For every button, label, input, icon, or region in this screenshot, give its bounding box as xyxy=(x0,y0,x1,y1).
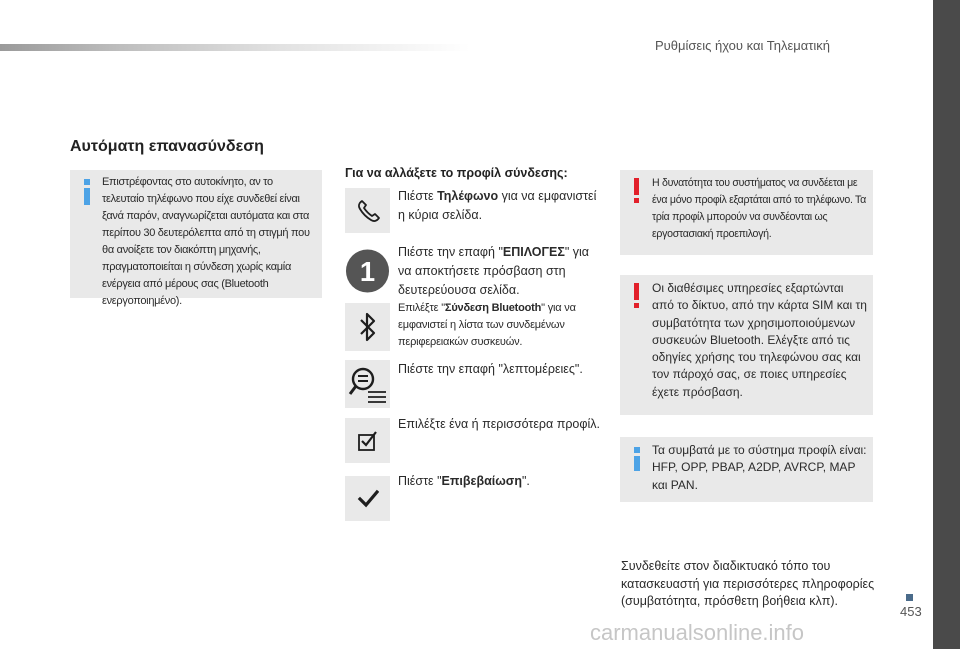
number-1-icon xyxy=(345,248,390,294)
number-1-icon-box xyxy=(345,248,390,293)
warning-icon xyxy=(634,178,639,203)
header-gradient-bar xyxy=(0,44,470,51)
chapter-title: Ρυθμίσεις ήχου και Τηλεματική xyxy=(655,38,831,53)
page-number: 453 xyxy=(900,604,922,619)
page-edge-tab xyxy=(933,0,960,649)
confirm-check-icon xyxy=(357,488,379,510)
bluetooth-icon-box xyxy=(345,303,390,351)
confirm-icon-box xyxy=(345,476,390,521)
step-details: Πιέστε την επαφή "λεπτομέρειες". xyxy=(398,362,583,376)
step-phone: Πιέστε Τηλέφωνο για να εμφανιστεί η κύρια σελίδα. xyxy=(398,189,597,222)
section-title: Αυτόματη επανασύνδεση xyxy=(70,138,264,155)
checkbox-icon xyxy=(357,430,379,452)
watermark: carmanualsonline.info xyxy=(590,620,805,645)
details-magnifier-icon xyxy=(348,364,388,404)
step-bluetooth: Επιλέξτε "Σύνδεση Bluetooth" για να εμφανιστεί η λίστα των συνδεμένων περιφερειακών συσκευών. xyxy=(398,302,576,348)
step-confirm: Πιέστε "Επιβεβαίωση". xyxy=(398,474,530,488)
info-icon xyxy=(84,179,90,205)
checkbox-icon-box xyxy=(345,418,390,463)
phone-icon xyxy=(355,198,381,224)
svg-text:1: 1 xyxy=(359,255,376,287)
step-select-profile: Επιλέξτε ένα ή περισσότερα προφίλ. xyxy=(398,417,600,431)
page-marker xyxy=(906,594,913,601)
info-text-profiles: Τα συμβατά με το σύστημα προφίλ είναι: HFP, OPP, PBAP, A2DP, AVRCP, MAP και PAN. xyxy=(652,443,867,492)
warning-text-services: Οι διαθέσιμες υπηρεσίες εξαρτώνται από το δίκτυο, από την κάρτα SIM και τη συμβατότητα των χρησιμοποιούμενων συσκευών Bluetooth. Ελέγξτε από τις οδηγίες χρήσης του τηλεφώνου σας και τον πάροχό σας, σε ποιες υπηρεσίες έχετε πρόσβαση. xyxy=(652,281,867,399)
manufacturer-website-note: Συνδεθείτε στον διαδικτυακό τόπο του κατασκευαστή για περισσότερες πληροφορίες (συμβατότητα, πρόσθετη βοήθεια κλπ). xyxy=(621,559,875,608)
warning-icon xyxy=(634,283,639,308)
info-box-profiles xyxy=(620,437,873,502)
profile-subhead: Για να αλλάξετε το προφίλ σύνδεσης: xyxy=(345,166,568,180)
bluetooth-icon xyxy=(357,311,379,343)
warning-box-services xyxy=(620,275,873,415)
info-box-reconnect xyxy=(70,170,322,307)
info-text: Επιστρέφοντας στο αυτοκίνητο, αν το τελευταίο τηλέφωνο που είχε συνδεθεί είναι ξανά παρόν, αναγνωρίζεται αυτόματα και στα περίπου 30 δευτερόλεπτα από τη στιγμή που θα ανοίξετε τον διακόπτη μηχανής, πραγματοποιείται η σύνδεση χωρίς καμία ενέργεια από μέρους σας (Bluetooth ενεργοποιημένο). xyxy=(102,176,310,307)
warning-text-profiles: Η δυνατότητα του συστήματος να συνδέεται με ένα μόνο προφίλ εξαρτάται από το τηλέφωνο. Τα τρία προφίλ μπορούν να συνδέονται ως εργοστασιακή προεπιλογή. xyxy=(652,177,866,240)
step-options: Πιέστε την επαφή "ΕΠΙΛΟΓΕΣ" για να αποκτήσετε πρόσβαση στη δευτερεύουσα σελίδα. xyxy=(398,245,589,297)
details-icon-box xyxy=(345,360,390,408)
warning-box-profiles xyxy=(620,170,873,255)
phone-icon-box xyxy=(345,188,390,233)
info-icon xyxy=(634,447,640,471)
